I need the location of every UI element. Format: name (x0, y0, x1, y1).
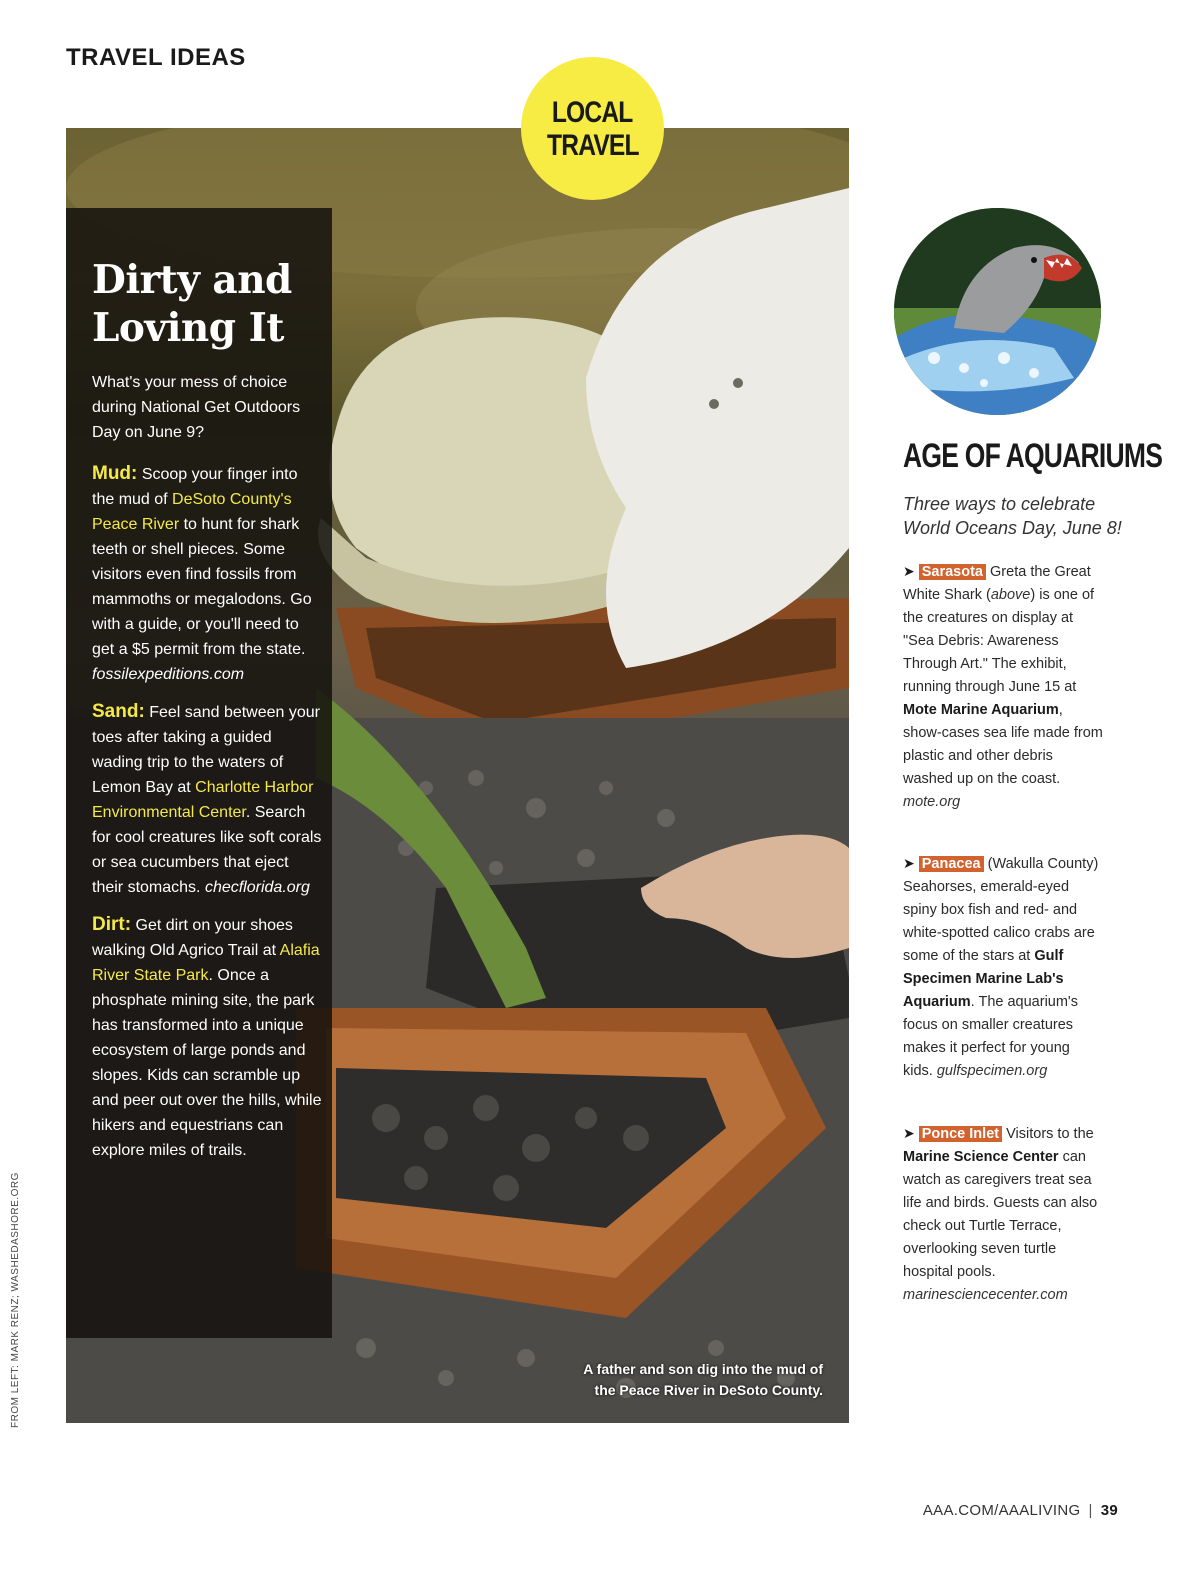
sarasota-venue: Mote Marine Aquarium (903, 702, 1059, 718)
sand-text-post: . Search for cool creatures like soft corals or sea cucumbers that eject their stomachs. (92, 804, 322, 896)
panacea-url-link[interactable]: gulfspecimen.org (936, 1063, 1048, 1079)
headline-line-2: Loving It (92, 305, 284, 351)
photo-credit (10, 1172, 26, 1428)
local-travel-badge (521, 57, 664, 200)
sand-location-link[interactable]: Charlotte Harbor Environmental Center (92, 779, 314, 821)
article-body (92, 256, 322, 1175)
sarasota-text-2: ) is one of the creatures on display at "Sea Debris: Awareness Through Art." The exhibit, running through June 15 at (903, 587, 1095, 695)
dirt-text-pre: Get dirt on your shoes walking Old Agrico Trail at (92, 917, 293, 959)
sidebar-subtitle: Three ways to celebrate World Oceans Day, June 8! (903, 494, 1122, 538)
dirt-location-link[interactable]: Alafia River State Park (92, 942, 320, 984)
shark-sculpture-photo (894, 208, 1101, 415)
sand-text-pre: Feel sand between your toes after taking a guided wading trip to the waters of Lemon Bay at (92, 704, 320, 796)
mud-keyword: Mud: (92, 463, 138, 484)
photo-credit-text: FROM LEFT: MARK RENZ; WASHEDASHORE.ORG (10, 1172, 21, 1428)
ponce-inlet-venue: Marine Science Center (903, 1149, 1059, 1165)
sarasota-tag: Sarasota (919, 564, 986, 580)
photo-caption: A father and son dig into the mud of the Peace River in DeSoto County. (583, 1361, 823, 1398)
sand-url-link[interactable]: checflorida.org (204, 879, 310, 896)
ponce-inlet-text-1: Visitors to the (1002, 1126, 1094, 1142)
mud-item (92, 461, 322, 687)
sand-item (92, 699, 322, 900)
sidebar-item-sarasota (903, 560, 1103, 814)
dirt-text-post: . Once a phosphate mining site, the park has transformed into a unique ecosystem of large ponds and slopes. Kids can scramble up and peer out over the hills, while hikers and equestrians can explore miles of trails. (92, 967, 322, 1159)
sarasota-text-1: Greta the Great White Shark ( (903, 564, 1091, 603)
mud-location-link[interactable]: DeSoto County's Peace River (92, 491, 292, 533)
headline-line-1: Dirty and (92, 257, 292, 303)
sidebar-title: AGE OF AQUARIUMS (903, 437, 1163, 475)
mud-url-link[interactable]: fossilexpeditions.com (92, 666, 245, 683)
dirt-item (92, 912, 322, 1163)
mud-text-pre: Scoop your finger into the mud of (92, 466, 298, 508)
ponce-inlet-tag: Ponce Inlet (919, 1126, 1002, 1142)
sarasota-emphasis: above (990, 587, 1031, 603)
panacea-text-1: (Wakulla County) Seahorses, emerald-eyed spiny box fish and red- and white-spotted calico crabs are some of the stars at (903, 856, 1099, 964)
footer-site: AAA.COM/AAALIVING (922, 1502, 1081, 1519)
headline (92, 256, 322, 352)
intro-text: What's your mess of choice during National Get Outdoors Day on June 9? (92, 374, 301, 441)
arrow-right-icon: ➤ (903, 855, 915, 871)
shark-illustration (894, 208, 1101, 415)
sarasota-text-3: , show-cases sea life made from plastic and other debris washed up on the coast. (903, 702, 1103, 787)
ponce-inlet-url-link[interactable]: marinesciencecenter.com (903, 1287, 1068, 1303)
sand-keyword: Sand: (92, 701, 145, 722)
footer-separator: | (1088, 1502, 1093, 1519)
arrow-right-icon: ➤ (903, 563, 915, 579)
sarasota-url-link[interactable]: mote.org (903, 794, 961, 810)
panacea-venue: Gulf Specimen Marine Lab's Aquarium (903, 948, 1064, 1010)
ponce-inlet-text-3: can watch as caregivers treat sea life and birds. Guests can also check out Turtle Terrace, overlooking seven turtle hospital pools. (903, 1149, 1098, 1280)
dirt-keyword: Dirt: (92, 914, 132, 935)
arrow-right-icon: ➤ (903, 1125, 915, 1141)
panacea-tag: Panacea (919, 856, 984, 872)
badge-line-2: TRAVEL (546, 128, 639, 162)
section-label: TRAVEL IDEAS (66, 44, 246, 71)
page-footer (923, 1502, 1118, 1519)
sidebar-item-panacea (903, 852, 1103, 1083)
article-panel (66, 208, 332, 1338)
page-number: 39 (1100, 1502, 1118, 1519)
panacea-text-3: . The aquarium's focus on smaller creatures makes it perfect for young kids. (903, 994, 1078, 1079)
mud-text-post: to hunt for shark teeth or shell pieces. Some visitors even find fossils from mammoths or megalodons. Go with a guide, or you'll need to get a $5 permit from the state. (92, 516, 312, 658)
badge-line-1: LOCAL (552, 95, 633, 129)
sidebar-item-ponce-inlet (903, 1122, 1103, 1307)
